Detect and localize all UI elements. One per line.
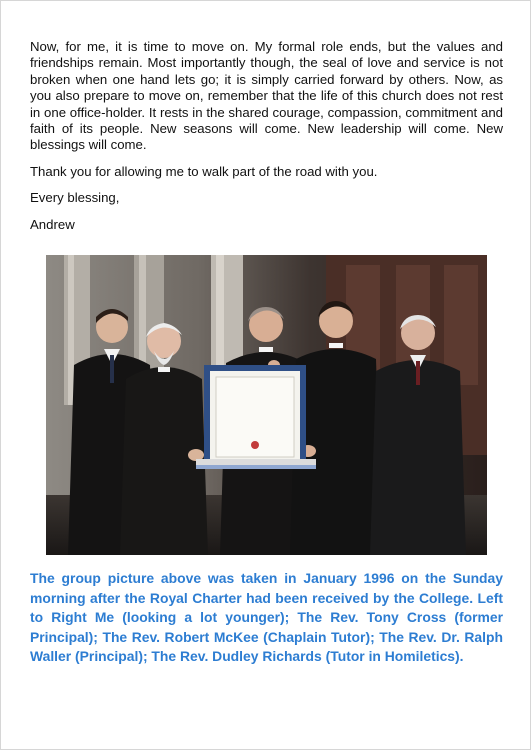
paragraph-thanks: Thank you for allowing me to walk part of the road with you. (30, 163, 378, 179)
letter-body (30, 39, 503, 243)
paragraph-farewell: Now, for me, it is time to move on. My formal role ends, but the values and friendships remain. Most importantly though, the seal of love and service is not broken when one hand lets go; it is simply carried forward by others. Now, as you also prepare to move on, remember that the life of this church does not rest in one office-holder. It rests in the shared courage, compassion, commitment and faith of its people. New seasons will come. New leadership will come. New blessings will come. (30, 39, 503, 153)
group-photo (46, 255, 487, 555)
photo-caption: The group picture above was taken in January 1996 on the Sunday morning after the Royal Charter had been received by the College. Left to Right Me (looking a lot younger); The Rev. Tony Cross (former Principal); The Rev. Robert McKee (Chaplain Tutor); The Rev. Dr. Ralph Waller (Principal); The Rev. Dudley Richards (Tutor in Homiletics). (30, 570, 503, 665)
closing-line: Every blessing, (30, 190, 120, 206)
signature: Andrew (30, 216, 75, 232)
